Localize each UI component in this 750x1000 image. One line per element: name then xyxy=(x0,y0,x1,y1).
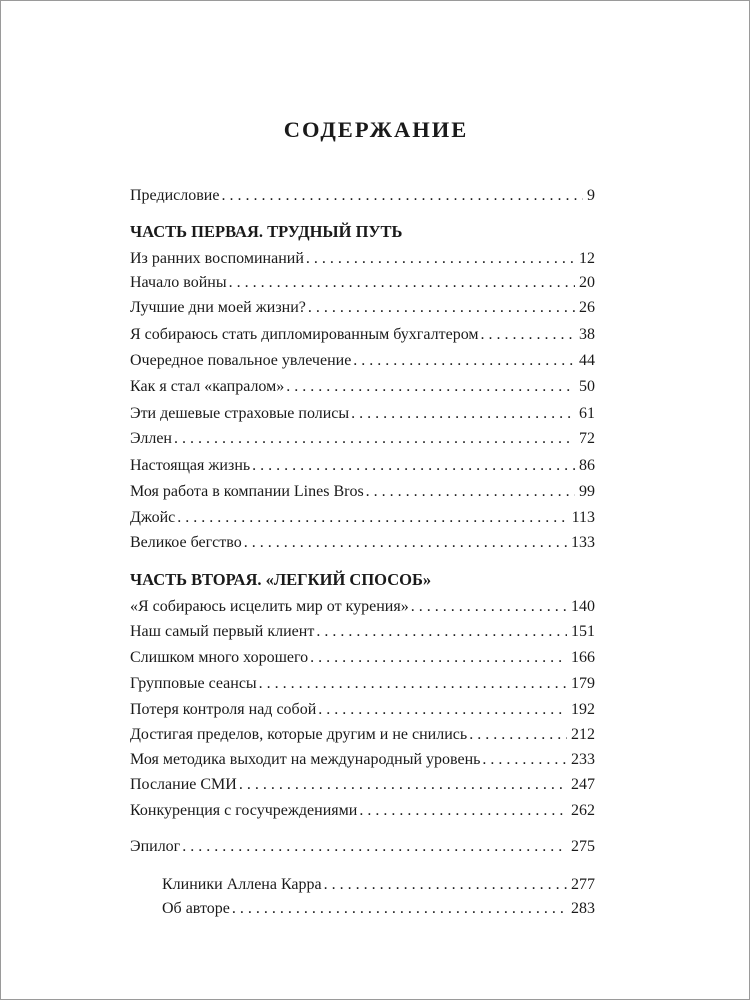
toc-entry[interactable] xyxy=(130,698,595,722)
leader-dots xyxy=(366,480,575,504)
toc-entry-page: 140 xyxy=(571,598,595,615)
toc-entry-title: Предисловие xyxy=(130,187,220,204)
toc-entry[interactable] xyxy=(130,723,595,747)
toc-entry-page: 247 xyxy=(571,776,595,793)
toc-entry[interactable] xyxy=(130,799,595,823)
toc-entry-title: Конкуренция с госучреждениями xyxy=(130,802,358,819)
toc-entry-title: Очередное повальное увлечение xyxy=(130,352,352,369)
toc-entry-title: Достигая пределов, которые другим и не снились xyxy=(130,726,468,743)
leader-dots xyxy=(411,595,567,619)
leader-dots xyxy=(221,184,583,208)
toc-entry-page: 99 xyxy=(579,483,595,500)
toc-entry-about-author[interactable] xyxy=(162,897,595,921)
toc-entry[interactable] xyxy=(130,646,595,670)
leader-dots xyxy=(482,748,567,772)
leader-dots xyxy=(174,427,575,451)
part-one-heading: ЧАСТЬ ПЕРВАЯ. ТРУДНЫЙ ПУТЬ xyxy=(130,222,403,241)
leader-dots xyxy=(353,349,575,373)
toc-entry[interactable] xyxy=(130,296,595,320)
toc-entry-page: 233 xyxy=(571,751,595,768)
toc-entry-title: Послание СМИ xyxy=(130,776,237,793)
leader-dots xyxy=(324,873,567,897)
leader-dots xyxy=(239,773,567,797)
toc-entry-page: 212 xyxy=(571,726,595,743)
leader-dots xyxy=(286,375,575,399)
leader-dots xyxy=(252,454,575,478)
toc-entry-page: 179 xyxy=(571,675,595,692)
toc-entry-page: 262 xyxy=(571,802,595,819)
leader-dots xyxy=(177,506,567,530)
toc-entry-title: Как я стал «капралом» xyxy=(130,378,285,395)
toc-entry-title: Лучшие дни моей жизни? xyxy=(130,299,306,316)
toc-entry-page: 20 xyxy=(579,274,595,291)
toc-entry-page: 38 xyxy=(579,326,595,343)
toc-entry-page: 277 xyxy=(571,876,595,893)
toc-entry-page: 9 xyxy=(587,187,595,204)
toc-entry[interactable] xyxy=(130,480,595,504)
toc-entry[interactable] xyxy=(130,672,595,696)
toc-entry-title: Потеря контроля над собой xyxy=(130,701,317,718)
toc-entry-title: Эти дешевые страховые полисы xyxy=(130,405,350,422)
toc-entry-page: 192 xyxy=(571,701,595,718)
toc-entry-title: Я собираюсь стать дипломированным бухгалтером xyxy=(130,326,479,343)
leader-dots xyxy=(318,698,567,722)
toc-entry[interactable] xyxy=(130,375,595,399)
toc-entry-page: 133 xyxy=(571,534,595,551)
leader-dots xyxy=(481,323,575,347)
toc-entry[interactable] xyxy=(130,323,595,347)
toc-entry[interactable] xyxy=(130,748,595,772)
toc-entry-title: Слишком много хорошего xyxy=(130,649,309,666)
toc-entry-page: 275 xyxy=(571,838,595,855)
leader-dots xyxy=(316,620,567,644)
toc-entry-title: Моя работа в компании Lines Bros xyxy=(130,483,364,500)
toc-entry-title: Наш самый первый клиент xyxy=(130,623,315,640)
toc-entry-title: Начало войны xyxy=(130,274,227,291)
toc-entry-title: Об авторе xyxy=(162,900,230,917)
toc-entry-title: Эпилог xyxy=(130,838,181,855)
toc-entry-page: 61 xyxy=(579,405,595,422)
toc-entry-page: 283 xyxy=(571,900,595,917)
toc-entry[interactable] xyxy=(130,427,595,451)
toc-entry-page: 151 xyxy=(571,623,595,640)
toc-entry-title: «Я собираюсь исцелить мир от курения» xyxy=(130,598,409,615)
toc-entry[interactable] xyxy=(130,773,595,797)
toc-entry-title: Эллен xyxy=(130,430,172,447)
leader-dots xyxy=(182,835,567,859)
toc-entry-title: Из ранних воспоминаний xyxy=(130,250,304,267)
part-two-heading: ЧАСТЬ ВТОРАЯ. «ЛЕГКИЙ СПОСОБ» xyxy=(130,570,432,589)
toc-entry[interactable] xyxy=(130,620,595,644)
leader-dots xyxy=(306,247,575,271)
leader-dots xyxy=(359,799,567,823)
toc-entry-page: 72 xyxy=(579,430,595,447)
toc-entry-page: 166 xyxy=(571,649,595,666)
toc-entry-page: 12 xyxy=(579,250,595,267)
toc-entry-epilogue[interactable] xyxy=(130,835,595,859)
toc-entry[interactable] xyxy=(130,531,595,555)
toc-entry[interactable] xyxy=(130,349,595,373)
toc-entry-page: 86 xyxy=(579,457,595,474)
page-title: СОДЕРЖАНИЕ xyxy=(283,117,469,142)
toc-entry[interactable] xyxy=(130,271,595,295)
leader-dots xyxy=(232,897,567,921)
toc-entry-title: Великое бегство xyxy=(130,534,242,551)
leader-dots xyxy=(229,271,575,295)
toc-entry-title: Джойс xyxy=(130,509,176,526)
leader-dots xyxy=(308,296,575,320)
leader-dots xyxy=(351,402,575,426)
toc-entry-title: Моя методика выходит на международный уровень xyxy=(130,751,481,768)
toc-entry-title: Групповые сеансы xyxy=(130,675,257,692)
toc-entry[interactable] xyxy=(130,402,595,426)
toc-entry-page: 50 xyxy=(579,378,595,395)
toc-entry-page: 44 xyxy=(579,352,595,369)
toc-entry-clinics[interactable] xyxy=(162,873,595,897)
toc-entry-page: 26 xyxy=(579,299,595,316)
toc-entry-title: Клиники Аллена Карра xyxy=(162,876,322,893)
toc-entry-preface[interactable] xyxy=(130,184,595,208)
toc-entry-title: Настоящая жизнь xyxy=(130,457,251,474)
toc-entry[interactable] xyxy=(130,595,595,619)
toc-entry-page: 113 xyxy=(571,509,595,526)
toc-entry[interactable] xyxy=(130,506,595,530)
leader-dots xyxy=(310,646,567,670)
toc-entry[interactable] xyxy=(130,454,595,478)
leader-dots xyxy=(469,723,567,747)
leader-dots xyxy=(244,531,567,555)
toc-entry[interactable] xyxy=(130,247,595,271)
leader-dots xyxy=(259,672,567,696)
